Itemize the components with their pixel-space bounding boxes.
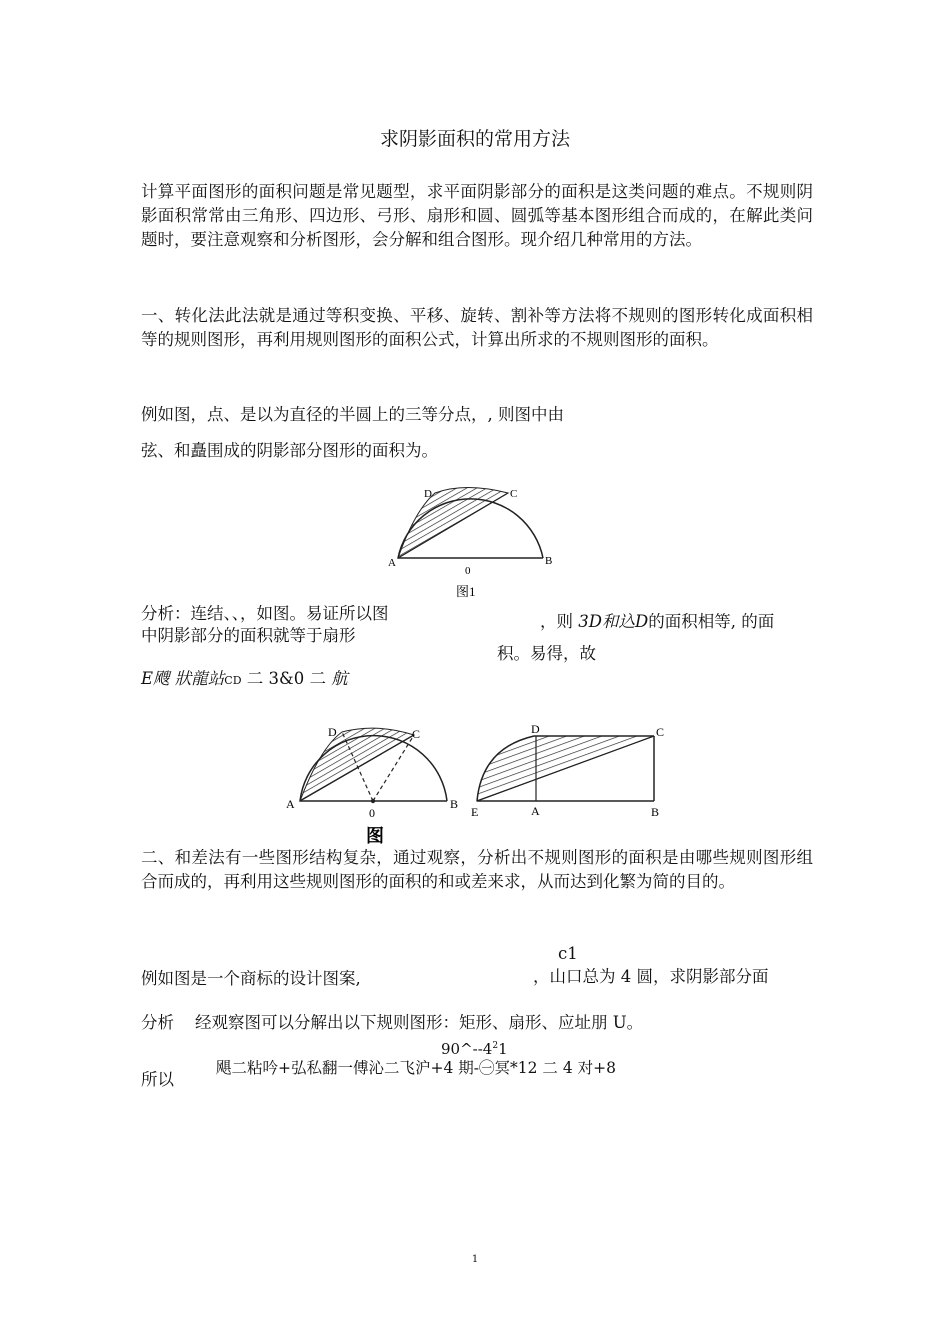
label-o: 0	[465, 565, 471, 577]
formula-rest: 二 3&0 二	[246, 669, 326, 688]
analysis-left-1: 分析：连结、、，如图。易证所以图	[141, 604, 389, 623]
c1-label: c1	[558, 944, 578, 963]
fig1-caption: 图1	[456, 584, 476, 599]
example1-line1: 例如图，点、是以为直径的半圆上的三等分点，, 则图中由	[141, 405, 564, 424]
right-label-e: E	[471, 805, 479, 819]
analysis-left-2: 中阴影部分的面积就等于扇形	[141, 626, 356, 645]
shaded-region	[398, 488, 508, 559]
analysis-right-suffix: 的面积相等, 的面	[648, 612, 775, 631]
analysis-right-italic: 3D和込D	[578, 612, 649, 631]
formula-end: 航	[331, 669, 348, 688]
formula-main: 飓二粘吟+弘私翻一傅沁二飞沪+4 期-㊀冥*12 二 4 对+8	[216, 1059, 616, 1077]
analysis-right-1	[540, 610, 774, 634]
formula-top-sup: 2	[492, 1041, 499, 1051]
example2-left: 例如图是一个商标的设计图案,	[141, 969, 361, 988]
intro-paragraph: 计算平面图形的面积问题是常见题型，求平面阴影部分的面积是这类问题的难点。不规则阴影面积常常由三角形、四边形、弓形、扇形和圆、圆弧等基本图形组合而成的，在解此类问题时，要注意观察和分析图形，会分解和组合图形。现介绍几种常用的方法。	[141, 182, 813, 249]
analysis-right-prefix: ，则	[540, 612, 573, 631]
analysis2-label: 分析	[141, 1013, 174, 1032]
example1-line2: 弦、和矗围成的阴影部分图形的面积为。	[141, 441, 438, 460]
figure-1	[380, 480, 560, 605]
right-label-a: A	[531, 804, 540, 818]
formula-line-1	[141, 667, 348, 693]
left-label-c: C	[412, 727, 421, 741]
right-label-d: D	[531, 722, 540, 736]
analysis-right-2: 积。易得，故	[497, 644, 596, 663]
formula-top-a: 90^--4	[441, 1040, 493, 1058]
label-a: A	[388, 557, 396, 569]
right-label-b: B	[651, 805, 660, 819]
formula-top-b: 1	[498, 1040, 508, 1058]
label-d: D	[424, 488, 432, 500]
example2-right: ，山口总为 4 圆，求阴影部分面	[533, 967, 769, 986]
left-label-b: B	[450, 797, 459, 811]
left-label-a: A	[286, 797, 295, 811]
section1-paragraph: 一、转化法此法就是通过等积变换、平移、旋转、割补等方法将不规则的图形转化成面积相等的规则图形，再利用规则图形的面积公式，计算出所求的不规则图形的面积。	[141, 306, 813, 349]
suoyi-label: 所以	[141, 1070, 174, 1089]
fig2-caption: 图	[366, 826, 384, 846]
left-label-o: 0	[369, 806, 375, 820]
formula-sub: CD	[224, 674, 242, 687]
figure-2	[282, 718, 682, 848]
analysis2-text: 经观察图可以分解出以下规则图形：矩形、扇形、应址朋 U。	[195, 1013, 644, 1032]
page-number: 1	[471, 1254, 479, 1265]
formula-italic: E飕 狀龍站	[141, 669, 225, 688]
left-label-d: D	[328, 725, 337, 739]
page-title: 求阴影面积的常用方法	[379, 128, 570, 150]
right-label-c: C	[656, 725, 665, 739]
label-c: C	[510, 488, 518, 500]
center-point	[371, 799, 375, 803]
label-b: B	[545, 555, 553, 567]
section2-paragraph: 二、和差法有一些图形结构复杂，通过观察，分析出不规则图形的面积是由哪些规则图形组合而成的，再利用这些规则图形的面积的和或差来求，从而达到化繁为简的目的。	[141, 848, 813, 891]
